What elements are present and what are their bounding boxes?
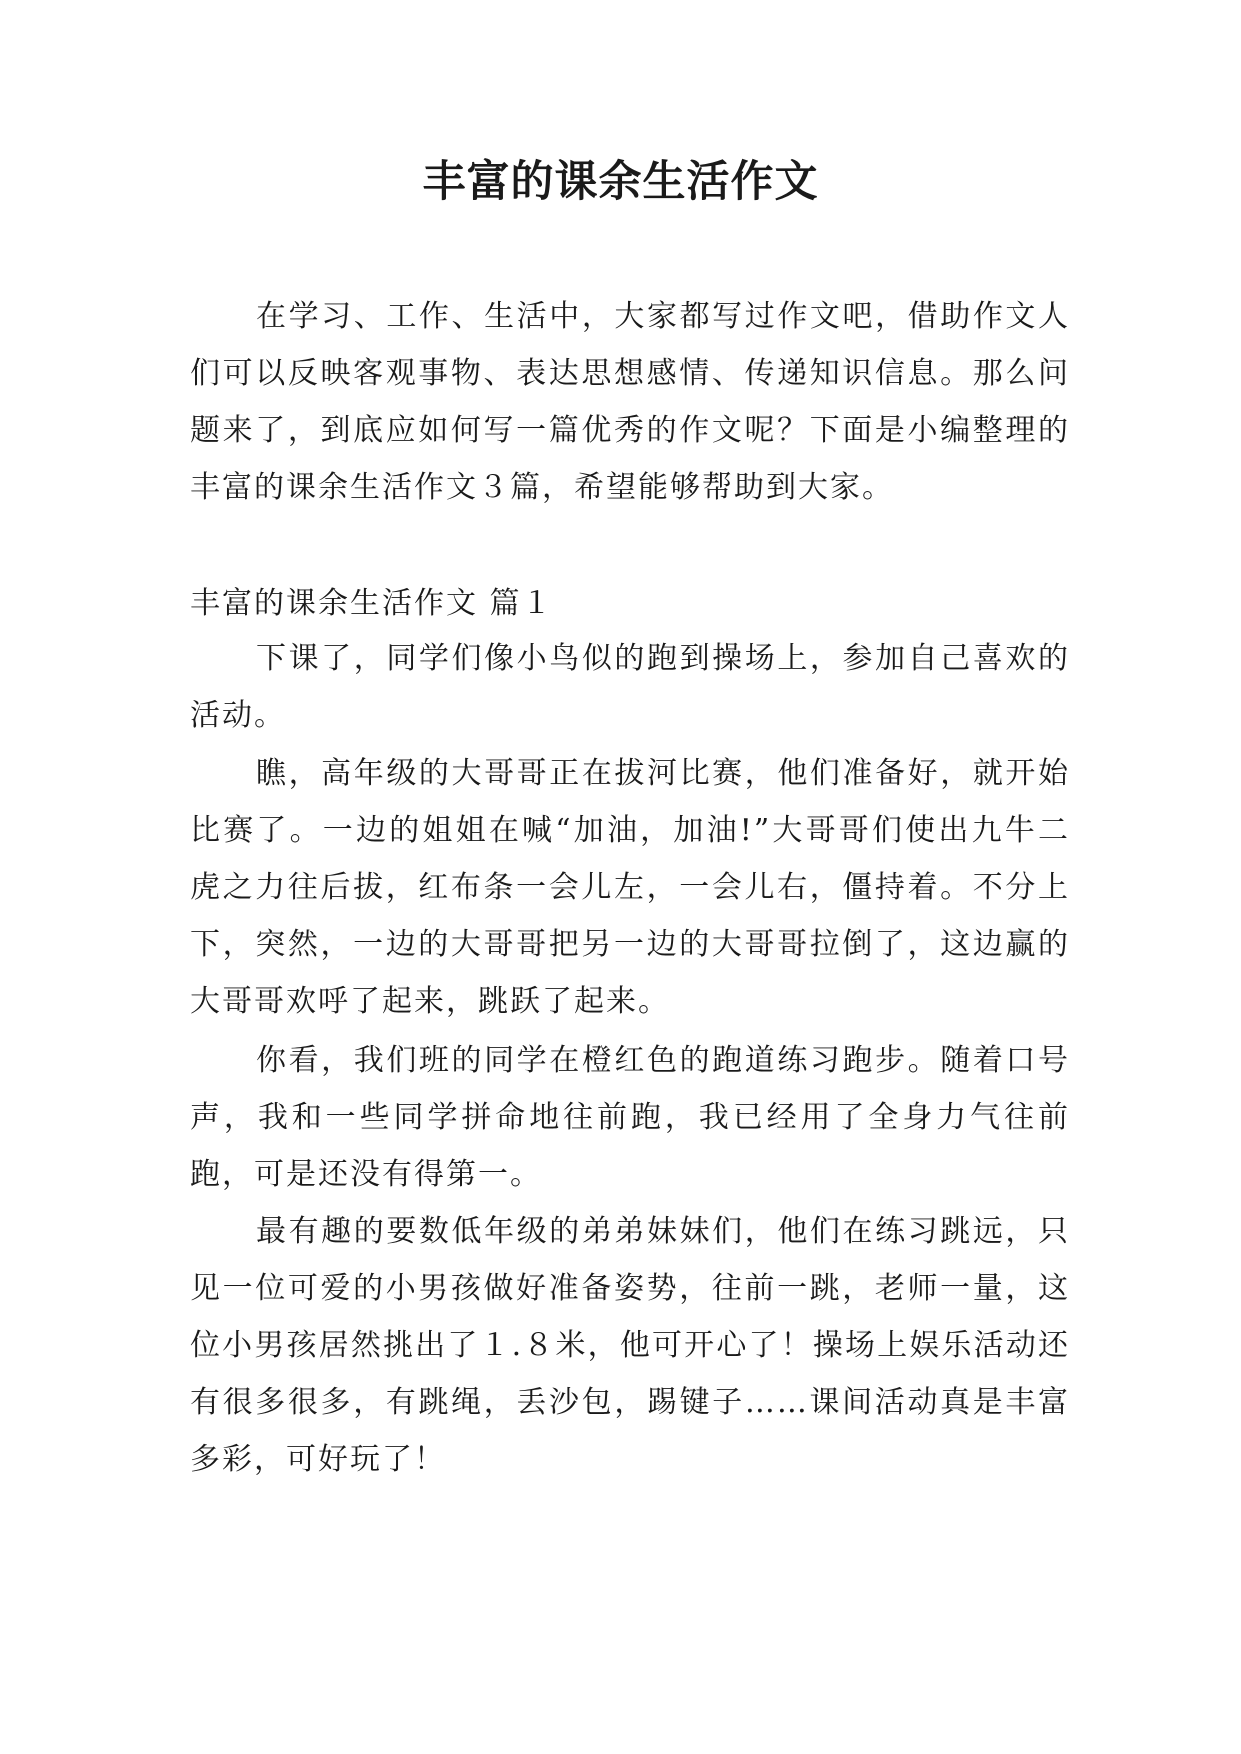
document-title: 丰富的课余生活作文 (422, 157, 819, 207)
body-paragraph-4: 最有趣的要数低年级的弟弟妹妹们，他们在练习跳远，只见一位可爱的小男孩做好准备姿势，往前一跳，老师一量，这位小男孩居然挑出了１.８米，他可开心了！操场上娱乐活动还有很多很多，有跳绳，丢沙包，踢键子……课间活动真是丰富多彩，可好玩了！ (190, 1214, 1070, 1477)
intro-paragraph: 在学习、工作、生活中，大家都写过作文吧，借助作文人们可以反映客观事物、表达思想感情、传递知识信息。那么问题来了，到底应如何写一篇优秀的作文呢？下面是小编整理的丰富的课余生活作文３篇，希望能够帮助到大家。 (190, 299, 1070, 505)
body-paragraph-3: 你看，我们班的同学在橙红色的跑道练习跑步。随着口号声，我和一些同学拼命地往前跑，我已经用了全身力气往前跑，可是还没有得第一。 (190, 1043, 1070, 1192)
body-paragraph-1: 下课了，同学们像小鸟似的跑到操场上，参加自己喜欢的活动。 (190, 641, 1070, 733)
body-paragraph-2: 瞧，高年级的大哥哥正在拔河比赛，他们准备好，就开始比赛了。一边的姐姐在喊“加油，加油!”大哥哥们使出九牛二虎之力往后拔，红布条一会儿左，一会儿右，僵持着。不分上下，突然，一边的大哥哥把另一边的大哥哥拉倒了，这边赢的大哥哥欢呼了起来，跳跃了起来。 (190, 756, 1070, 1019)
section-heading: 丰富的课余生活作文 篇１ (190, 586, 554, 621)
